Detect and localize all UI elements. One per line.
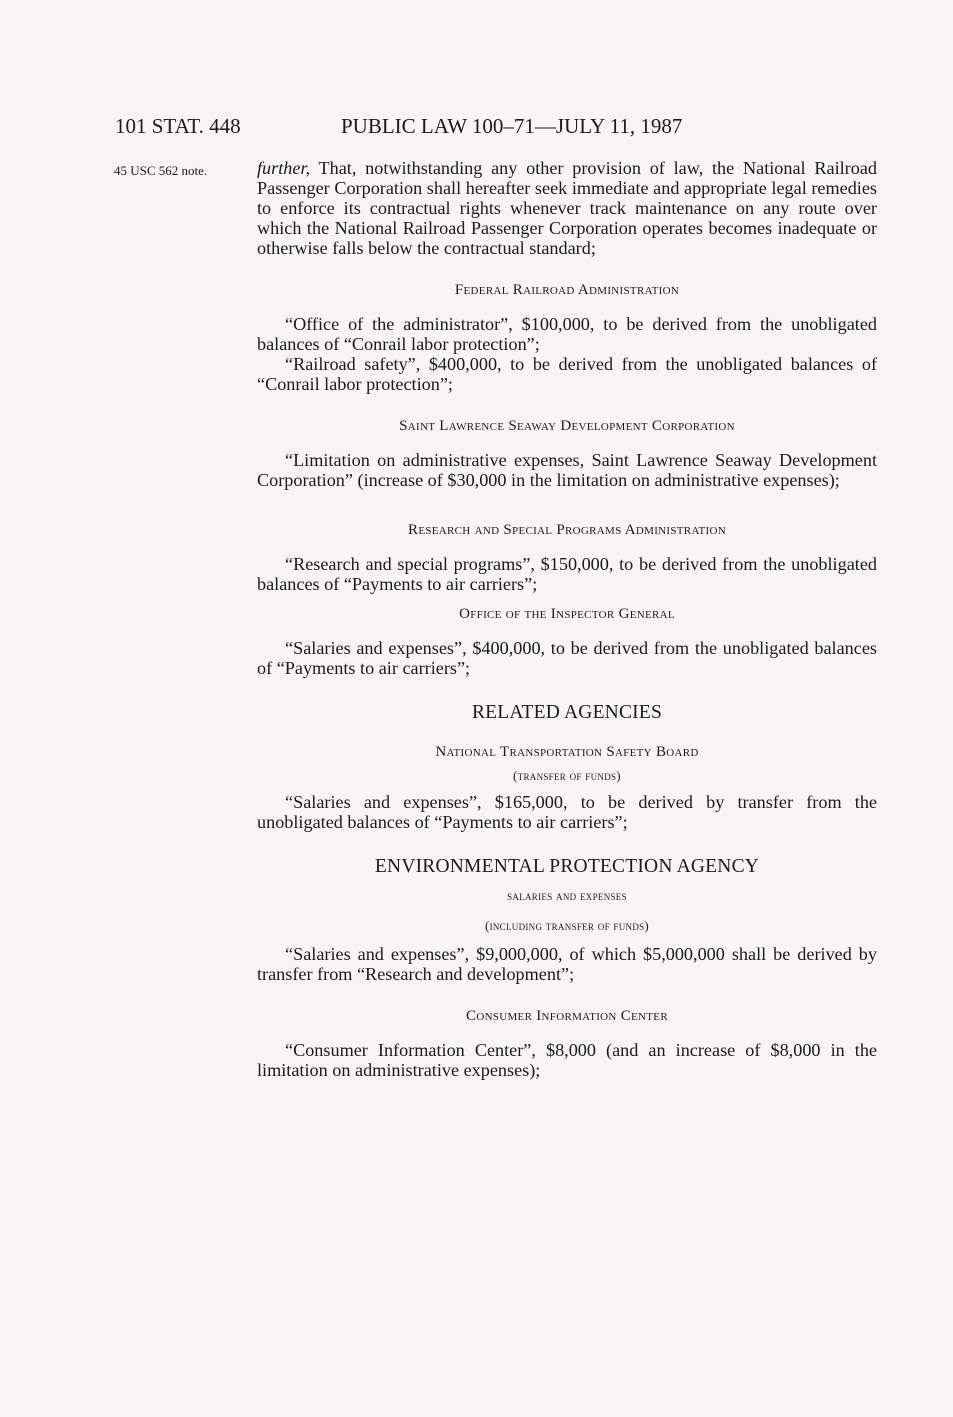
epa-paragraph: “Salaries and expenses”, $9,000,000, of which $5,000,000 shall be derived by transfer from “Research and development”; [257, 944, 877, 984]
epa-subheading-salaries: salaries and expenses [507, 888, 627, 903]
cic-paragraph: “Consumer Information Center”, $8,000 (and an increase of $8,000 in the limitation on administrative expenses); [257, 1040, 877, 1080]
margin-citation: 45 USC 562 note. [114, 163, 208, 178]
statute-page-number: 101 STAT. 448 [115, 114, 241, 138]
oig-paragraph: “Salaries and expenses”, $400,000, to be derived from the unobligated balances of “Payments to air carriers”; [257, 638, 877, 678]
ntsb-subheading: (transfer of funds) [513, 768, 621, 783]
intro-lead: further, [257, 158, 311, 178]
fra-paragraph-1: “Office of the administrator”, $100,000, to be derived from the unobligated balances of “Conrail labor protection”; [257, 314, 877, 354]
ntsb-paragraph: “Salaries and expenses”, $165,000, to be derived by transfer from the unobligated balances of “Payments to air carriers”; [257, 792, 877, 832]
intro-text: That, notwithstanding any other provision of law, the National Railroad Passenger Corporation shall hereafter seek immediate and appropriate legal remedies to enforce its contractual rights whenever track maintenance on any route over which the National Railroad Passenger Corporation operates becomes inadequate or otherwise falls below the contractual standard; [257, 158, 877, 258]
fra-paragraph-2: “Railroad safety”, $400,000, to be derived from the unobligated balances of “Conrail labor protection”; [257, 354, 877, 394]
heading-fra: Federal Railroad Administration [454, 282, 680, 298]
heading-cic: Consumer Information Center [466, 1008, 668, 1024]
rspa-paragraph: “Research and special programs”, $150,000, to be derived from the unobligated balances of “Payments to air carriers”; [257, 554, 877, 594]
heading-oig: Office of the Inspector General [459, 606, 675, 622]
public-law-title: PUBLIC LAW 100–71—JULY 11, 1987 [341, 114, 683, 138]
heading-epa: ENVIRONMENTAL PROTECTION AGENCY [374, 856, 760, 877]
epa-subheading-transfer: (including transfer of funds) [484, 918, 650, 933]
heading-related-agencies: RELATED AGENCIES [471, 702, 663, 723]
document-body [257, 158, 877, 1080]
heading-ntsb: National Transportation Safety Board [435, 744, 699, 760]
seaway-paragraph: “Limitation on administrative expenses, Saint Lawrence Seaway Development Corporation” (increase of $30,000 in the limitation on administrative expenses); [257, 450, 877, 490]
heading-rspa: Research and Special Programs Administration [408, 522, 726, 538]
heading-seaway: Saint Lawrence Seaway Development Corporation [399, 418, 735, 434]
intro-paragraph [257, 158, 877, 258]
